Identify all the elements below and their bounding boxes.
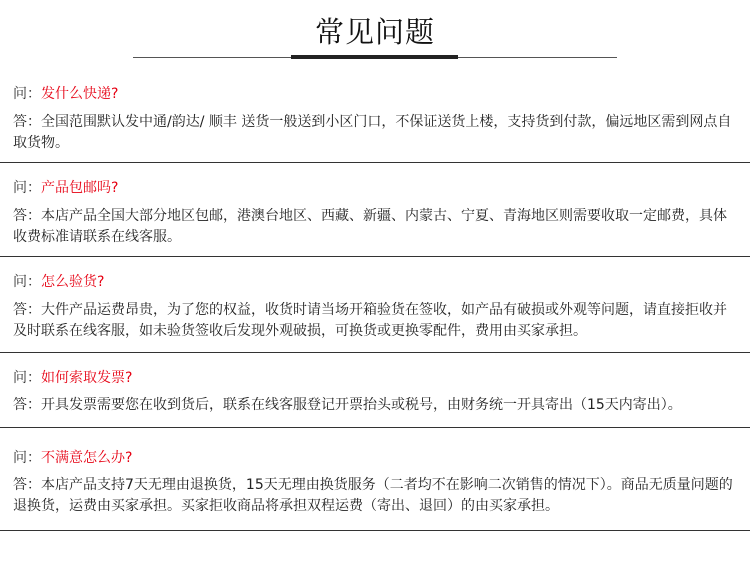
question-text: 不满意怎么办? <box>41 450 133 466</box>
question-text: 怎么验货? <box>41 274 105 290</box>
faq-answer <box>13 300 738 342</box>
question-prefix: 问： <box>13 450 41 466</box>
faq-answer <box>13 206 738 248</box>
answer-text: 开具发票需要您在收到货后，联系在线客服登记开票抬头或税号，由财务统一开具寄出（15天内寄出）。 <box>41 397 682 413</box>
answer-text: 大件产品运费昂贵，为了您的权益，收货时请当场开箱验货在签收，如产品有破损或外观等问题，请直接拒收并及时联系在线客服，如未验货签收后发现外观破损，可换货或更换零配件，费用由买家承担。 <box>13 302 727 339</box>
faq-answer <box>13 395 738 416</box>
faq-divider <box>0 427 750 428</box>
faq-divider <box>0 256 750 257</box>
faq-divider <box>0 352 750 353</box>
question-text: 产品包邮吗? <box>41 180 119 196</box>
faq-question <box>13 272 104 292</box>
faq-question <box>13 84 118 104</box>
title-underline-accent <box>291 55 458 59</box>
faq-divider <box>0 162 750 163</box>
page-header <box>0 0 750 62</box>
question-prefix: 问： <box>13 180 41 196</box>
answer-text: 全国范围默认发中通/韵达/ 顺丰 送货一般送到小区门口，不保证送货上楼，支持货到付款，偏远地区需到网点自取货物。 <box>13 114 732 151</box>
faq-question <box>13 448 132 468</box>
answer-prefix: 答： <box>13 208 41 224</box>
question-prefix: 问： <box>13 274 41 290</box>
faq-question <box>13 178 118 198</box>
question-text: 发什么快递? <box>41 86 119 102</box>
faq-answer <box>13 112 738 154</box>
answer-prefix: 答： <box>13 397 41 413</box>
question-prefix: 问： <box>13 370 41 386</box>
answer-prefix: 答： <box>13 302 41 318</box>
question-text: 如何索取发票? <box>41 370 133 386</box>
faq-question <box>13 368 132 388</box>
answer-prefix: 答： <box>13 114 41 130</box>
answer-text: 本店产品全国大部分地区包邮，港澳台地区、西藏、新疆、内蒙古、宁夏、青海地区则需要收取一定邮费，具体收费标准请联系在线客服。 <box>13 208 727 245</box>
faq-answer <box>13 475 738 517</box>
answer-text: 本店产品支持7天无理由退换货，15天无理由换货服务（二者均不在影响二次销售的情况下）。商品无质量问题的退换货，运费由买家承担。买家拒收商品将承担双程运费（寄出、退回）的由买家承担。 <box>13 477 733 514</box>
question-prefix: 问： <box>13 86 41 102</box>
answer-prefix: 答： <box>13 477 41 493</box>
faq-divider <box>0 530 750 531</box>
page-title: 常见问题 <box>314 15 435 49</box>
